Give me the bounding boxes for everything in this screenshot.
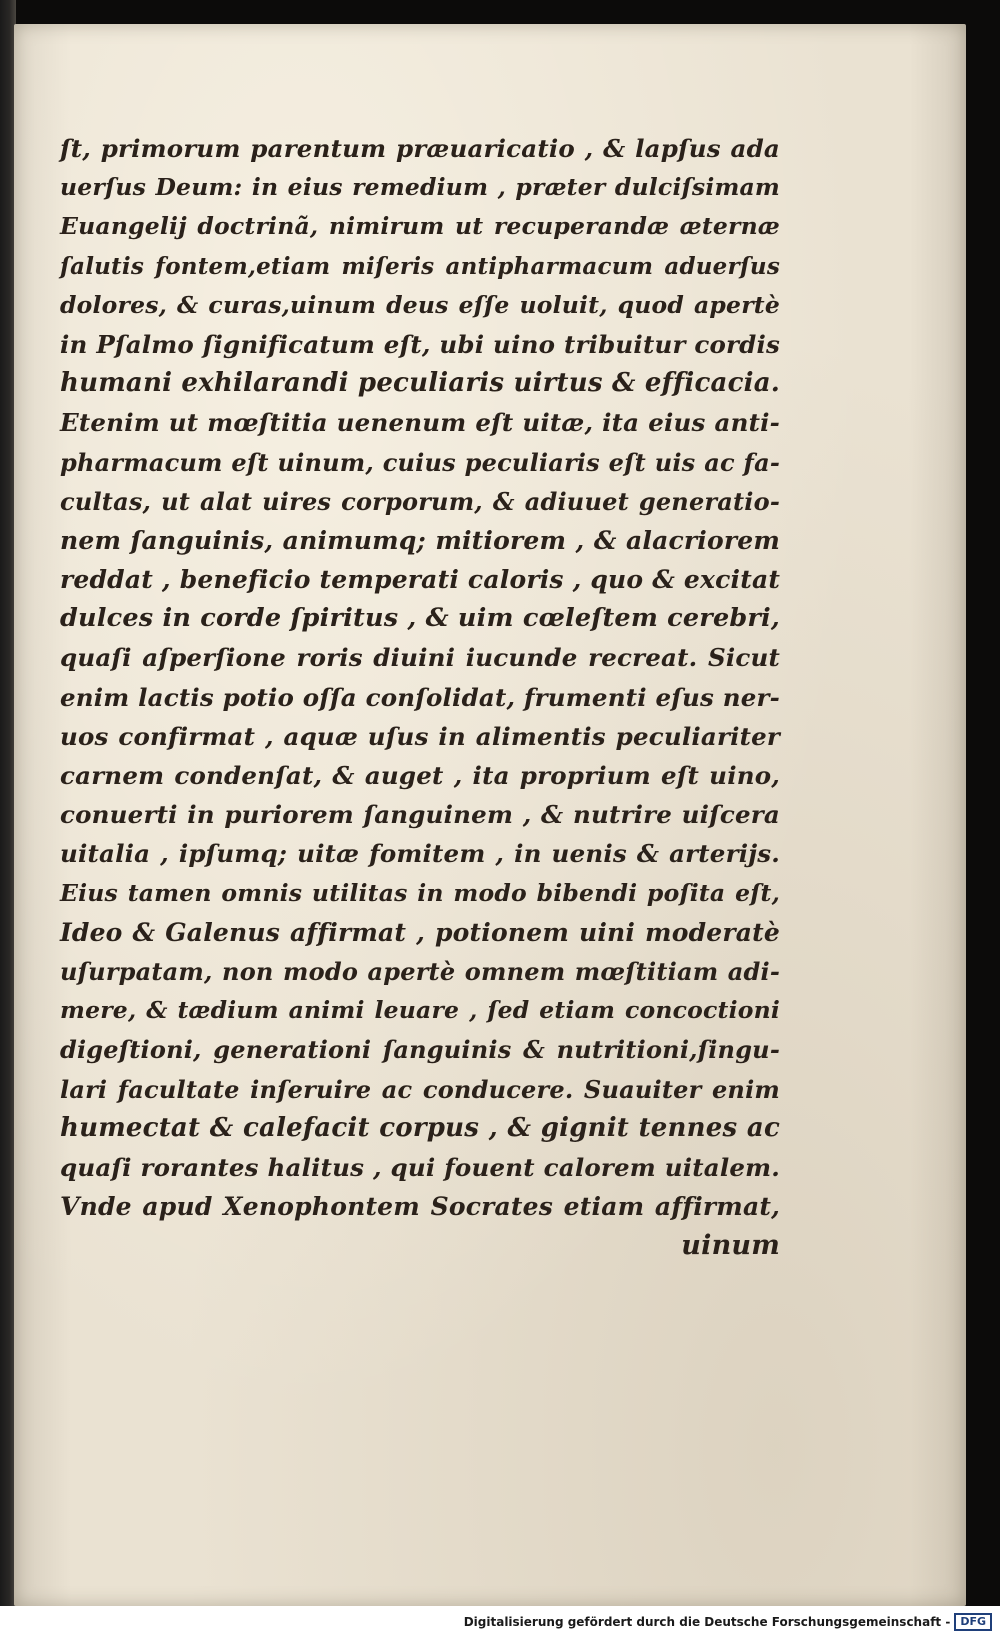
text-line-content: Eius tamen omnis utilitas in modo bibendi poſita eſt, [60, 878, 780, 907]
text-line [60, 1030, 780, 1069]
catchword: uinum [681, 1230, 780, 1262]
text-line-content: enim lactis potio oſſa conſolidat, frumenti eſus ner- [60, 682, 781, 712]
text-line [60, 717, 780, 756]
text-line-content: humani exhilarandi peculiaris uirtus & efficacia. [60, 368, 780, 399]
text-line [60, 286, 780, 325]
text-line [60, 756, 780, 795]
text-line-content: conuerti in puriorem ſanguinem , & nutrire uiſcera [60, 800, 780, 830]
funding-note: Digitalisierung gefördert durch die Deutsche Forschungsgemeinschaft - [463, 1615, 951, 1629]
text-line-content: digeſtioni, generationi ſanguinis & nutritioni,ſingu- [60, 1035, 780, 1065]
text-line [60, 325, 780, 364]
text-line [60, 599, 780, 638]
catchword-line [60, 1226, 780, 1265]
text-line-content: quaſi rorantes halitus , qui fouent calorem uitalem. [60, 1152, 780, 1182]
text-line [60, 443, 780, 482]
text-line-content: reddat , beneficio temperati caloris , quo & excitat [60, 565, 781, 595]
text-line [60, 1148, 780, 1187]
text-line [60, 168, 780, 207]
text-line-content: Ideo & Galenus affirmat , potionem uini moderatè [60, 917, 780, 947]
text-line-content: pharmacum eſt uinum, cuius peculiaris eſt uis ac fa- [60, 447, 780, 477]
text-line-content: quaſi aſperſione roris diuini iucunde recreat. Sicut [60, 643, 780, 673]
footer-bar [0, 1606, 1000, 1638]
text-line [60, 364, 780, 403]
text-line [60, 1187, 780, 1226]
text-line [60, 247, 780, 286]
text-line-content: ſalutis fontem,etiam miſeris antipharmacum aduerſus [60, 252, 780, 280]
text-line [60, 1109, 780, 1148]
text-line [60, 638, 780, 677]
text-line [60, 560, 780, 599]
text-line-content: uſurpatam, non modo apertè omnem mœſtitiam adi- [60, 956, 780, 986]
text-line-content: Etenim ut mœſtitia uenenum eſt uitæ, ita eius anti- [60, 408, 780, 438]
text-line-content: cultas, ut alat uires corporum, & adiuuet generatio- [60, 486, 780, 516]
text-line-content: uos confirmat , aquæ uſus in alimentis peculiariter [60, 721, 780, 751]
text-line-content: Euangelij doctrinã, nimirum ut recuperandæ æternæ [60, 212, 780, 241]
text-line-content: mere, & tædium animi leuare , ſed etiam concoctioni [60, 996, 780, 1025]
text-line [60, 952, 780, 991]
text-line-content: in Pſalmo ſignificatum eſt, ubi uino tribuitur cordis [60, 329, 780, 359]
text-line-content: dolores, & curas,uinum deus eſſe uoluit, quod apertè [60, 290, 780, 319]
text-line [60, 991, 780, 1030]
text-line [60, 834, 780, 873]
text-line-content: dulces in corde ſpiritus , & uim cœleſtem cerebri, [60, 603, 780, 634]
text-line [60, 874, 780, 913]
text-line [60, 482, 780, 521]
text-line [60, 207, 780, 246]
text-line [60, 403, 780, 442]
text-line-content: Vnde apud Xenophontem Socrates etiam affirmat, [60, 1192, 780, 1222]
text-line [60, 913, 780, 952]
text-line-content: carnem condenſat, & auget , ita proprium eſt uino, [60, 761, 780, 790]
text-line-content: ſt, primorum parentum præuaricatio , & lapſus ada [60, 134, 780, 163]
text-line [60, 795, 780, 834]
page-text [60, 129, 780, 1265]
text-line [60, 129, 780, 168]
text-line [60, 521, 780, 560]
text-line-content: uitalia , ipſumq; uitæ fomitem , in uenis & arterijs. [60, 839, 780, 869]
book-page [14, 24, 966, 1606]
text-line-content: humectat & calefacit corpus , & gignit tennes ac [60, 1112, 780, 1143]
text-line [60, 678, 780, 717]
dfg-logo: DFG [954, 1613, 992, 1631]
text-line-content: lari facultate inſeruire ac conducere. Suauiter enim [60, 1074, 780, 1104]
text-line-content: uerſus Deum: in eius remedium , præter dulciſsimam [60, 173, 780, 202]
text-line [60, 1070, 780, 1109]
text-line-content: nem ſanguinis, animumq; mitiorem , & alacriorem [60, 525, 780, 555]
